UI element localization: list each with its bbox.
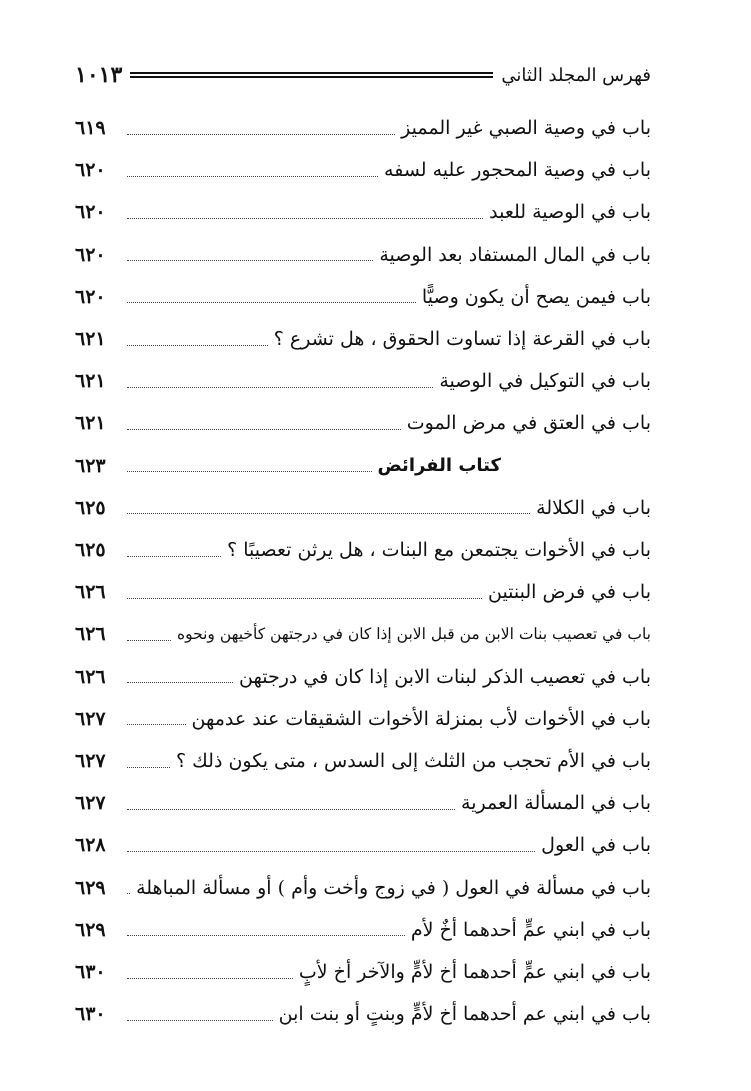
entry-page-number: ٦٢٠ [75, 243, 106, 266]
entry-title: باب في المال المستفاد بعد الوصية [379, 243, 651, 266]
entry-title: باب في فرض البنتين [487, 581, 651, 604]
section-title: كتاب الفرائض [377, 455, 501, 477]
entry-title: باب في العتق في مرض الموت [406, 412, 651, 435]
toc-entry [75, 657, 651, 697]
dot-leader [127, 893, 130, 894]
entry-page-number: ٦٢٣ [75, 454, 106, 477]
entry-page-number: ٦٣٠ [75, 961, 106, 983]
toc-entry [75, 530, 651, 570]
entry-title: باب في الوصية للعبد [489, 201, 651, 224]
toc-entry [75, 825, 651, 865]
entry-page-number: ٦٢١ [75, 328, 106, 350]
toc-entry [75, 910, 651, 950]
entry-title: باب في مسألة في العول ( في زوج وأخت وأم ) أو مسألة المباهلة [136, 876, 651, 899]
entry-page-number: ٦٢٥ [75, 496, 106, 519]
toc-entry [75, 783, 651, 823]
entry-title: باب في تعصيب بنات الابن من قبل الابن إذا كان في درجتهن كأخيهن ونحوه [176, 625, 651, 644]
toc-entry [75, 403, 651, 443]
running-title: فهرس المجلد الثاني [501, 64, 651, 86]
toc-entry [75, 277, 651, 317]
toc-entry [75, 361, 651, 401]
entry-title: باب في وصية الصبي غير المميز [401, 117, 651, 139]
entry-title: باب في المسألة العمرية [461, 792, 651, 815]
entry-title: باب في الأخوات لأب بمنزلة الأخوات الشقيقات عند عدمهن [191, 707, 651, 730]
dot-leader [127, 513, 530, 514]
dot-leader [127, 851, 535, 852]
dot-leader [127, 1020, 273, 1021]
entry-page-number: ٦٢٠ [75, 201, 106, 224]
dot-leader [127, 598, 482, 599]
toc-entry [75, 699, 651, 739]
entry-page-number: ٦٣٠ [75, 1003, 106, 1026]
entry-page-number: ٦٢٥ [75, 539, 106, 561]
page-number: ١٠١٣ [75, 62, 123, 88]
entry-title: باب في ابني عمٍّ أحدهما أخ لأمٍّ والآخر أخ لأبٍ [298, 961, 651, 983]
header-rule [130, 72, 493, 78]
entry-title: باب فيمن يصح أن يكون وصيًّا [421, 285, 651, 308]
toc-entry [75, 572, 651, 612]
entry-page-number: ٦٢٦ [75, 623, 106, 646]
entry-page-number: ٦٢٨ [75, 834, 106, 857]
dot-leader [127, 809, 455, 810]
dot-leader [127, 429, 401, 430]
dot-leader [127, 556, 221, 557]
dot-leader [127, 640, 171, 641]
entry-page-number: ٦٢٠ [75, 285, 106, 308]
entry-title: باب في تعصيب الذكر لبنات الابن إذا كان في درجتهن [239, 665, 651, 688]
entry-page-number: ٦٢١ [75, 370, 106, 393]
toc-entry [75, 952, 651, 992]
entry-title: باب في الأم تحجب من الثلث إلى السدس ، متى يكون ذلك ؟ [176, 750, 651, 772]
entry-title: باب في القرعة إذا تساوت الحقوق ، هل تشرع ؟ [273, 328, 651, 350]
toc-entry [75, 614, 651, 654]
toc-entry [75, 488, 651, 528]
entry-page-number: ٦٢١ [75, 412, 106, 435]
entry-page-number: ٦١٩ [75, 117, 106, 139]
entry-page-number: ٦٢٧ [75, 707, 106, 730]
entry-page-number: ٦٢٠ [75, 159, 106, 182]
toc-page [75, 60, 651, 1026]
entry-page-number: ٦٢٦ [75, 665, 106, 688]
entry-title: باب في الأخوات يجتمعن مع البنات ، هل يرثن تعصيبًا ؟ [227, 539, 651, 561]
page-header [75, 60, 651, 90]
entry-page-number: ٦٢٩ [75, 876, 106, 899]
toc-entry [75, 741, 651, 781]
entry-title: باب في ابني عمٍّ أحدهما أخٌ لأم [410, 918, 651, 941]
dot-leader [127, 724, 186, 725]
section-heading-row [75, 446, 651, 486]
dot-leader [127, 176, 378, 177]
toc-entry [75, 150, 651, 190]
entry-title: باب في التوكيل في الوصية [439, 370, 651, 393]
dot-leader [127, 682, 233, 683]
dot-leader [127, 471, 372, 472]
entry-title: باب في وصية المحجور عليه لسفه [384, 159, 651, 182]
dot-leader [127, 767, 170, 768]
toc-entry [75, 319, 651, 359]
entry-page-number: ٦٢٩ [75, 918, 106, 941]
entry-page-number: ٦٢٦ [75, 581, 106, 604]
dot-leader [127, 387, 433, 388]
entry-title: باب في ابني عم أحدهما أخ لأمٍّ وبنتٍ أو بنت ابن [278, 1003, 651, 1026]
dot-leader [127, 218, 483, 219]
toc-entry [75, 108, 651, 148]
dot-leader [127, 935, 405, 936]
toc-entry [75, 994, 651, 1034]
toc-entry [75, 235, 651, 275]
dot-leader [127, 260, 373, 261]
toc-entry [75, 868, 651, 908]
dot-leader [127, 978, 293, 979]
dot-leader [127, 302, 416, 303]
dot-leader [127, 134, 395, 135]
dot-leader [127, 345, 268, 346]
entry-title: باب في العول [541, 834, 651, 857]
entry-title: باب في الكلالة [536, 496, 651, 519]
entry-page-number: ٦٢٧ [75, 750, 106, 772]
entry-page-number: ٦٢٧ [75, 792, 106, 815]
toc-entry [75, 192, 651, 232]
